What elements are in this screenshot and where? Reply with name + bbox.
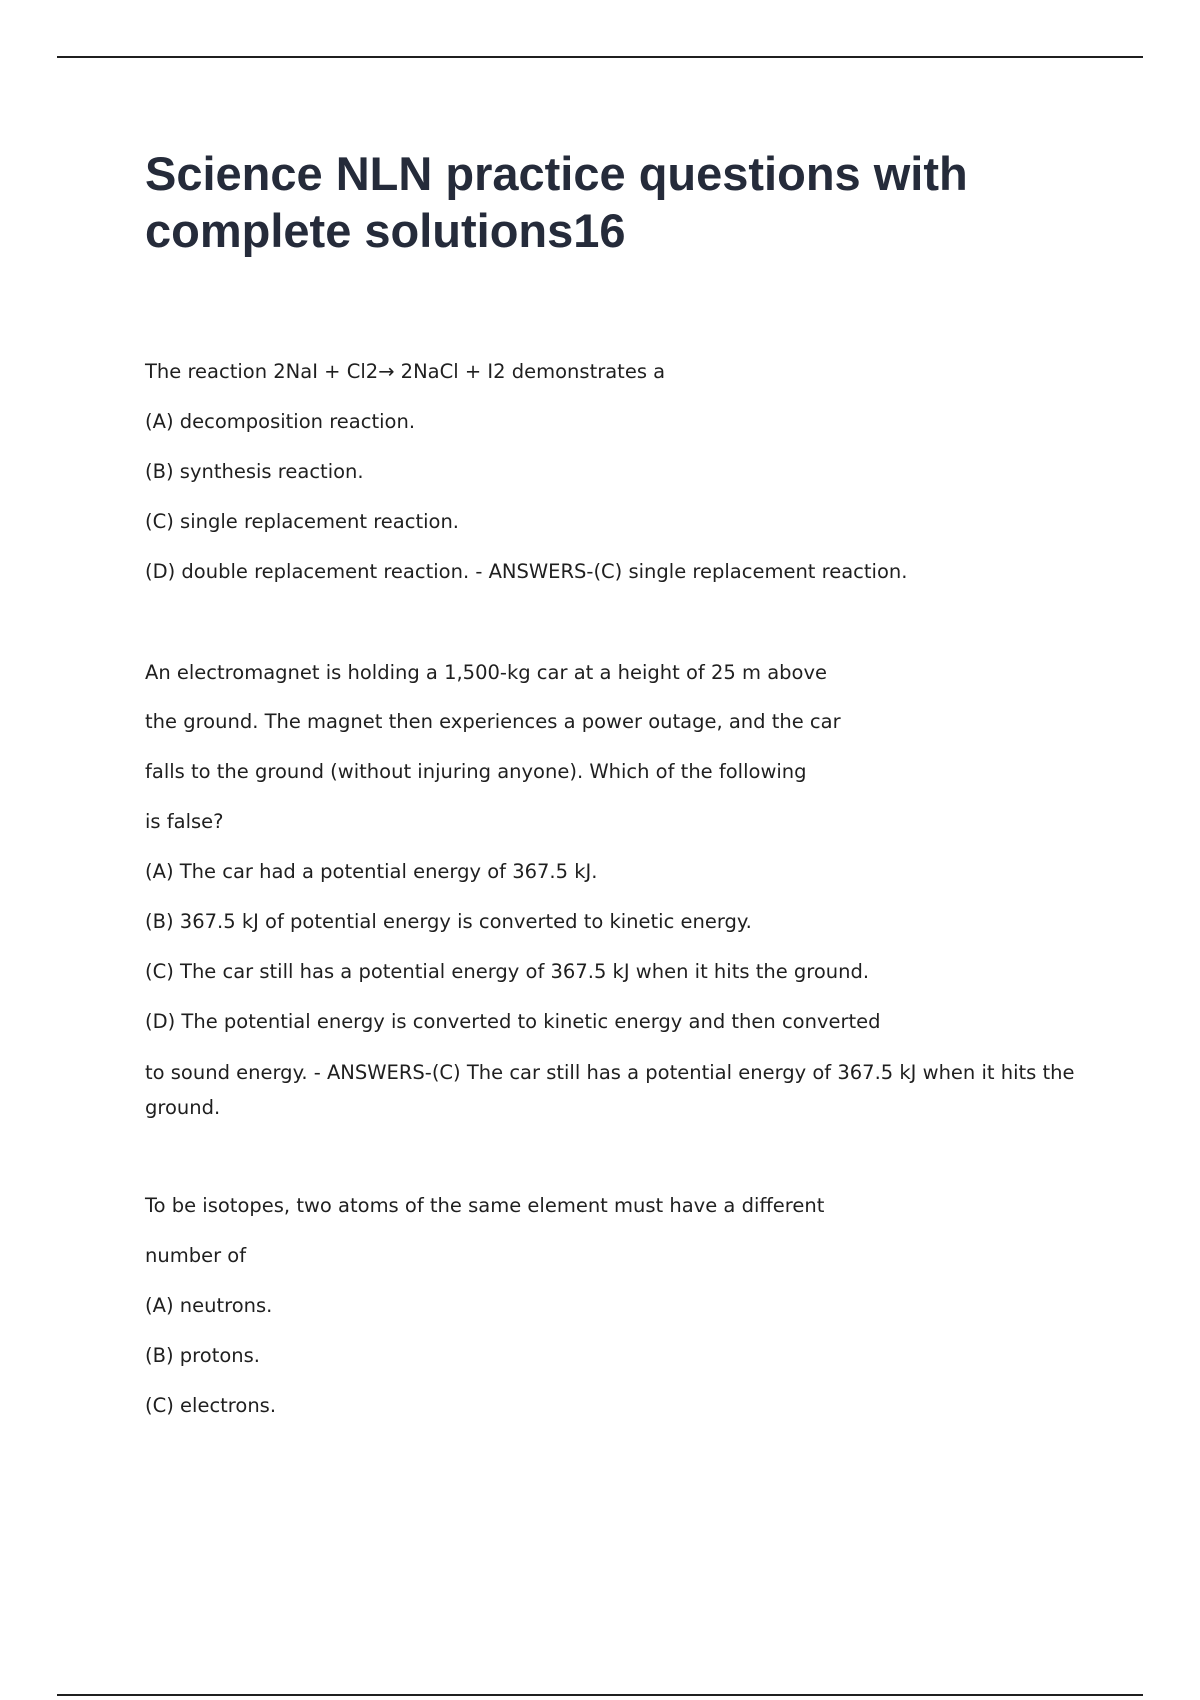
question-1-stem: The reaction 2NaI + Cl2→ 2NaCl + I2 demonstrates a xyxy=(145,360,666,383)
question-1-option-c: (C) single replacement reaction. xyxy=(145,510,460,533)
bottom-rule xyxy=(57,1694,1143,1696)
question-2-stem-line-4: is false? xyxy=(145,810,224,833)
question-3-option-c: (C) electrons. xyxy=(145,1394,277,1417)
question-2-option-d: (D) The potential energy is converted to kinetic energy and then converted xyxy=(145,1010,881,1033)
question-3-stem-line-2: number of xyxy=(145,1244,247,1267)
question-3-option-a: (A) neutrons. xyxy=(145,1294,273,1317)
question-1-option-d-answer: (D) double replacement reaction. - ANSWERS-(C) single replacement reaction. xyxy=(145,560,908,583)
document-title: Science NLN practice questions with complete solutions16 xyxy=(145,147,968,257)
question-3-stem-line-1: To be isotopes, two atoms of the same element must have a different xyxy=(145,1194,825,1217)
question-2-stem-line-1: An electromagnet is holding a 1,500-kg car at a height of 25 m above xyxy=(145,661,827,684)
question-2-stem-line-2: the ground. The magnet then experiences a power outage, and the car xyxy=(145,710,841,733)
question-3-option-b: (B) protons. xyxy=(145,1344,260,1367)
question-1-option-a: (A) decomposition reaction. xyxy=(145,410,416,433)
question-1-option-b: (B) synthesis reaction. xyxy=(145,460,364,483)
question-2-option-c: (C) The car still has a potential energy of 367.5 kJ when it hits the ground. xyxy=(145,960,870,983)
top-rule xyxy=(57,56,1143,58)
question-2-stem-line-3: falls to the ground (without injuring anyone). Which of the following xyxy=(145,760,807,783)
question-2-answer: to sound energy. - ANSWERS-(C) The car still has a potential energy of 367.5 kJ when it hits the ground. xyxy=(145,1061,1075,1119)
question-2-option-b: (B) 367.5 kJ of potential energy is converted to kinetic energy. xyxy=(145,910,752,933)
question-2-option-a: (A) The car had a potential energy of 367.5 kJ. xyxy=(145,860,598,883)
